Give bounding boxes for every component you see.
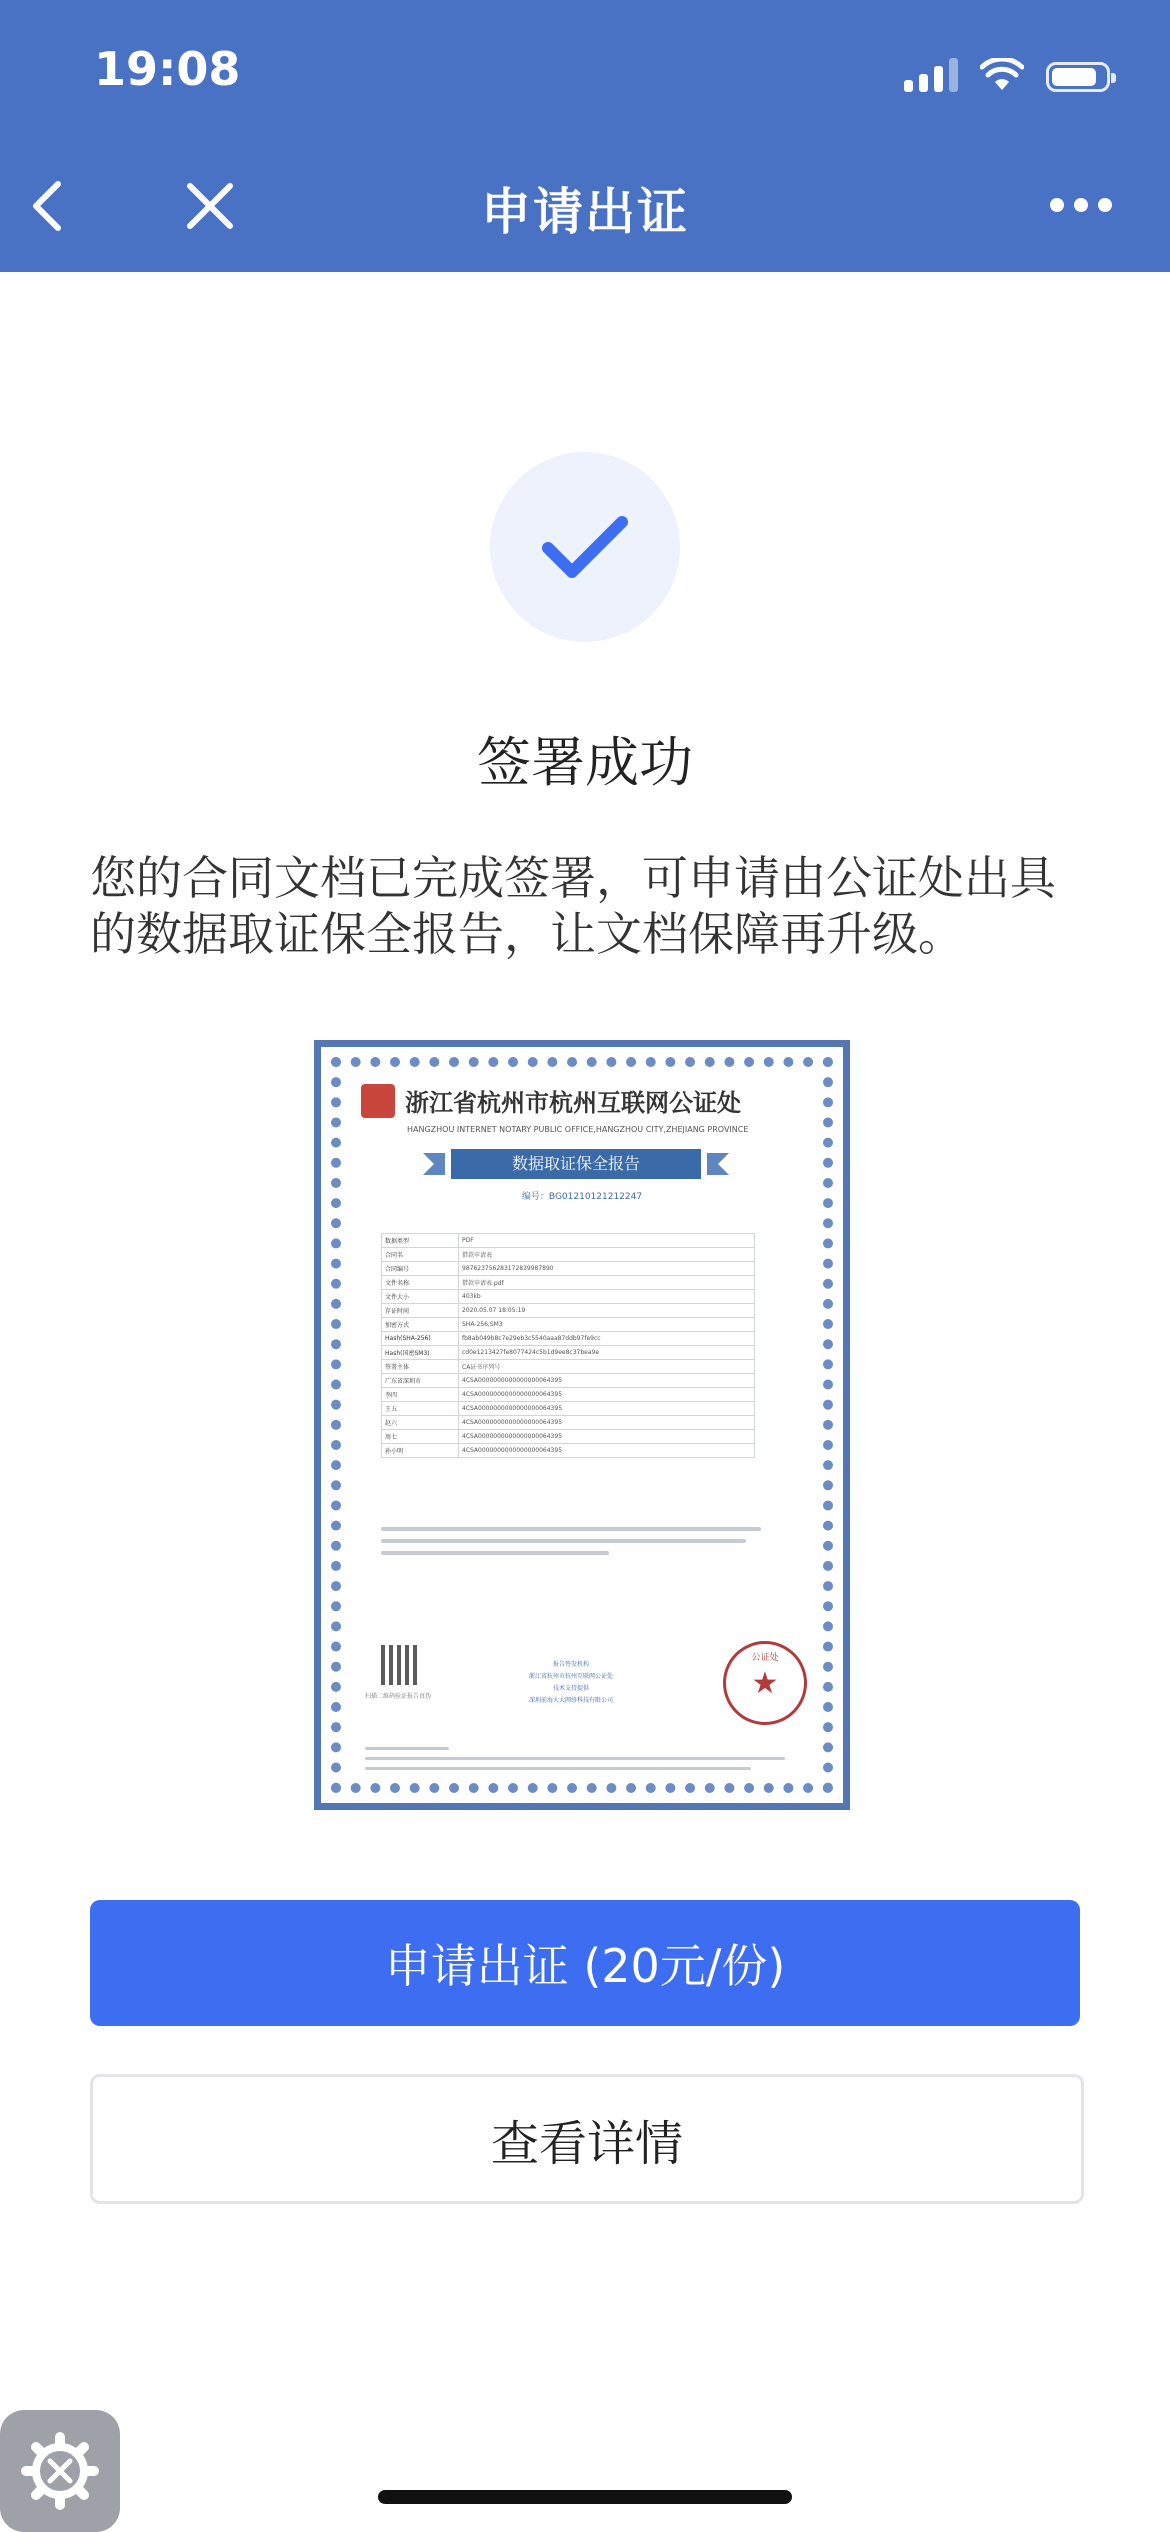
- status-icons: [904, 52, 1110, 92]
- certificate-org-name-en: HANGZHOU INTERNET NOTARY PUBLIC OFFICE,HANGZHOU CITY,ZHEJIANG PROVINCE: [407, 1125, 749, 1134]
- certificate-table-row: [382, 1318, 755, 1332]
- certificate-preview: [314, 1040, 850, 1810]
- certificate-row-key: 数据类型: [382, 1234, 459, 1248]
- certificate-row-value: cd0e1213427fe8077424c5b1d9ee8c37bea9e: [459, 1346, 755, 1360]
- certificate-paragraph: [381, 1527, 761, 1563]
- home-indicator: [378, 2490, 792, 2504]
- certificate-table-row: [382, 1248, 755, 1262]
- certificate-table-row: [382, 1346, 755, 1360]
- certificate-row-key: 广东省深圳市: [382, 1374, 459, 1388]
- certificate-row-key: 合同编号: [382, 1262, 459, 1276]
- certificate-row-key: 文件名称: [382, 1276, 459, 1290]
- certificate-org-name: 浙江省杭州市杭州互联网公证处: [405, 1089, 741, 1117]
- apply-certificate-button[interactable]: 申请出证 (20元/份): [90, 1900, 1080, 2026]
- certificate-table-row: [382, 1360, 755, 1374]
- certificate-row-key: 加密方式: [382, 1318, 459, 1332]
- certificate-table-row: [382, 1374, 755, 1388]
- certificate-row-value: 4CSA0000000000000000064395: [459, 1430, 755, 1444]
- page-title: 申请出证: [481, 183, 689, 241]
- issuer-label: 报告签发机构: [552, 1661, 589, 1668]
- certificate-row-value: CA证书序列号: [459, 1360, 755, 1374]
- issuer-name: 浙江省杭州市杭州互联网公证处: [528, 1673, 613, 1680]
- certificate-row-value: 403kb: [459, 1290, 755, 1304]
- certificate-row-value: 借款申请表: [459, 1248, 755, 1262]
- certificate-row-key: Hash(国密SM3): [382, 1346, 459, 1360]
- certificate-row-key: 存证时间: [382, 1304, 459, 1318]
- certificate-row-value: 4CSA0000000000000000064395: [459, 1374, 755, 1388]
- certificate-row-value: 借款申请表.pdf: [459, 1276, 755, 1290]
- certificate-issuer: [491, 1659, 651, 1707]
- qr-code-icon: [381, 1645, 421, 1685]
- success-check-icon: [490, 452, 680, 642]
- cellular-signal-icon: [904, 56, 958, 92]
- certificate-row-value: 4CSA0000000000000000064395: [459, 1444, 755, 1458]
- more-options-icon[interactable]: [1050, 190, 1130, 220]
- certificate-row-key: 签署主体: [382, 1360, 459, 1374]
- certificate-row-value: 2020.05.07 18:05:19: [459, 1304, 755, 1318]
- tech-support-name: 深圳前海大大网络科技有限公司: [528, 1697, 613, 1704]
- certificate-report-number: 编号：BG01210121212247: [521, 1192, 643, 1202]
- certificate-table-row: [382, 1276, 755, 1290]
- certificate-table-row: [382, 1416, 755, 1430]
- certificate-row-value: PDF: [459, 1234, 755, 1248]
- status-time: 19:08: [94, 42, 241, 96]
- wifi-icon: [980, 58, 1024, 92]
- floating-tool-button[interactable]: [0, 2410, 120, 2532]
- app-header: [0, 0, 1170, 272]
- certificate-row-key: 李四: [382, 1388, 459, 1402]
- certificate-row-value: fb8ab049b8c7e29eb3c5540aaa87ddb97fe9cc: [459, 1332, 755, 1346]
- certificate-row-key: 文件大小: [382, 1290, 459, 1304]
- certificate-row-key: 孙小明: [382, 1444, 459, 1458]
- certificate-row-key: 合同名: [382, 1248, 459, 1262]
- certificate-table-row: [382, 1430, 755, 1444]
- certificate-row-value: 987623756283172839987890: [459, 1262, 755, 1276]
- certificate-row-value: 4CSA0000000000000000064395: [459, 1402, 755, 1416]
- settings-gear-icon: [20, 2431, 100, 2511]
- certificate-body: [341, 1067, 823, 1783]
- notary-logo-icon: [361, 1084, 395, 1118]
- certificate-row-value: 4CSA0000000000000000064395: [459, 1388, 755, 1402]
- certificate-table-row: [382, 1262, 755, 1276]
- certificate-table-row: [382, 1332, 755, 1346]
- certificate-table-row: [382, 1290, 755, 1304]
- view-details-button[interactable]: 查看详情: [90, 2074, 1084, 2204]
- certificate-header: [361, 1083, 813, 1118]
- certificate-row-key: 赵六: [382, 1416, 459, 1430]
- certificate-report-title: 数据取证保全报告: [451, 1149, 701, 1179]
- certificate-table-row: [382, 1388, 755, 1402]
- seal-star: ★: [751, 1665, 779, 1701]
- certificate-table-row: [382, 1402, 755, 1416]
- certificate-table-row: [382, 1234, 755, 1248]
- certificate-row-key: 王五: [382, 1402, 459, 1416]
- tech-support-label: 技术支持提供: [552, 1685, 589, 1692]
- certificate-row-key: 周七: [382, 1430, 459, 1444]
- seal-text: 公证处: [751, 1653, 779, 1663]
- success-title: 签署成功: [477, 731, 693, 794]
- certificate-table-row: [382, 1444, 755, 1458]
- certificate-table-row: [382, 1304, 755, 1318]
- certificate-footnote: [365, 1747, 785, 1777]
- certificate-row-key: Hash(SHA-256): [382, 1332, 459, 1346]
- certificate-row-value: SHA-256,SM3: [459, 1318, 755, 1332]
- certificate-table: [381, 1233, 755, 1458]
- notary-seal-icon: [723, 1641, 807, 1725]
- success-description: 您的合同文档已完成签署，可申请由公证处出具的数据取证保全报告，让文档保障再升级。: [90, 851, 1056, 961]
- certificate-row-value: 4CSA0000000000000000064395: [459, 1416, 755, 1430]
- qr-code-label: 扫描二维码验证报告真伪: [365, 1693, 432, 1700]
- battery-icon: [1046, 62, 1110, 92]
